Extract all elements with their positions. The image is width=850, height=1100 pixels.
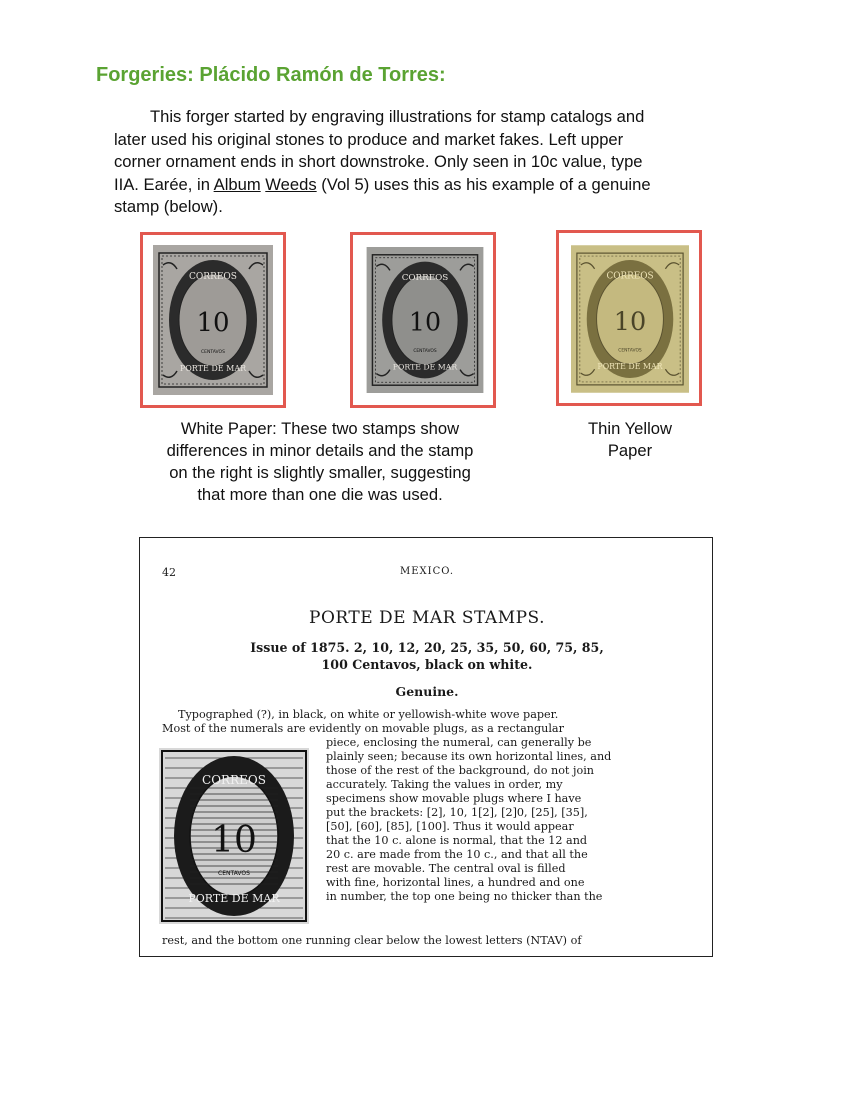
book-text-line: that the 10 c. alone is normal, that the 12 and bbox=[326, 834, 588, 847]
illus-small-text: CENTAVOS bbox=[218, 870, 250, 877]
stamp-top-text: CORREOS bbox=[606, 271, 654, 282]
stamp-image-white-2 bbox=[366, 247, 484, 393]
book-text-line: in number, the top one being no thicker than the bbox=[326, 890, 603, 903]
stamp-bottom-text: PORTE DE MAR bbox=[597, 362, 663, 372]
book-text-line: rest are movable. The central oval is filled bbox=[326, 862, 566, 875]
book-text-line: Most of the numerals are evidently on movable plugs, as a rectangular bbox=[162, 722, 564, 735]
book-text-line: Typographed (?), in black, on white or yellowish-white wove paper. bbox=[178, 708, 559, 721]
issue-line-1: Issue of 1875. 2, 10, 12, 20, 25, 35, 50, 60, 75, 85, bbox=[250, 640, 604, 655]
intro-line: stamp (below). bbox=[114, 197, 223, 216]
illus-value: 10 bbox=[211, 820, 257, 861]
book-running-head: MEXICO. bbox=[399, 566, 455, 577]
stamp-bottom-text: PORTE DE MAR bbox=[179, 364, 247, 373]
caption-white-paper bbox=[130, 418, 510, 506]
book-issue-line bbox=[170, 639, 684, 673]
book-text-line: 20 c. are made from the 10 c., and that all the bbox=[326, 848, 588, 861]
weeds-title-word: Weeds bbox=[265, 174, 317, 194]
illus-bottom-text: PORTE DE MAR bbox=[188, 892, 280, 905]
book-text-line: accurately. Taking the values in order, my bbox=[326, 778, 563, 791]
caption-line: Paper bbox=[607, 441, 653, 460]
stamp-top-text: CORREOS bbox=[189, 272, 237, 282]
stamp-frame-yellow bbox=[556, 230, 702, 406]
book-page-excerpt bbox=[139, 537, 713, 957]
album-title-word: Album bbox=[213, 174, 261, 194]
book-heading: PORTE DE MAR STAMPS. bbox=[309, 608, 545, 628]
stamp-value: 10 bbox=[196, 308, 230, 338]
book-text-line: those of the rest of the background, do not join bbox=[326, 764, 594, 777]
illus-top-text: CORREOS bbox=[202, 773, 266, 787]
intro-line: This forger started by engraving illustrations for stamp catalogs and bbox=[150, 107, 645, 126]
book-stamp-illustration bbox=[159, 748, 309, 924]
caption-line: on the right is slightly smaller, suggesting bbox=[169, 463, 471, 482]
intro-line: IIA. Earée, in Album Weeds (Vol 5) uses this as his example of a genuine bbox=[114, 174, 651, 194]
caption-line: Thin Yellow bbox=[588, 419, 672, 438]
caption-yellow-paper bbox=[560, 418, 700, 462]
caption-line: White Paper: These two stamps show bbox=[180, 419, 460, 438]
caption-line: differences in minor details and the stamp bbox=[166, 441, 474, 460]
page-title: Forgeries: Plácido Ramón de Torres: bbox=[96, 64, 446, 86]
book-text-line: with fine, horizontal lines, a hundred and one bbox=[326, 876, 585, 889]
stamp-bottom-text: PORTE DE MAR bbox=[392, 362, 458, 372]
book-text-line: specimens show movable plugs where I have bbox=[326, 792, 582, 805]
stamp-frame-white-2 bbox=[350, 232, 496, 408]
book-subheading: Genuine. bbox=[395, 684, 459, 699]
intro-line: later used his original stones to produce and market fakes. Left upper bbox=[114, 129, 624, 149]
intro-line: corner ornament ends in short downstroke. Only seen in 10c value, type bbox=[114, 152, 643, 171]
stamp-value: 10 bbox=[408, 307, 442, 337]
book-text-line: rest, and the bottom one running clear below the lowest letters (NTAV) of bbox=[162, 934, 582, 947]
book-text-line: plainly seen; because its own horizontal lines, and bbox=[326, 750, 612, 763]
book-page-number: 42 bbox=[162, 566, 176, 579]
caption-line: that more than one die was used. bbox=[197, 485, 443, 504]
stamp-image-white-1 bbox=[152, 245, 274, 395]
stamp-top-text: CORREOS bbox=[401, 273, 449, 284]
stamp-image-yellow bbox=[571, 245, 689, 393]
stamp-small-text: CENTAVOS bbox=[413, 349, 437, 355]
book-text-line: [50], [60], [85], [100]. Thus it would appear bbox=[326, 820, 574, 833]
stamp-value: 10 bbox=[613, 306, 647, 337]
stamp-frame-white-1 bbox=[140, 232, 286, 408]
book-text-line: put the brackets: [2], 10, 1[2], [2]0, [25], [35], bbox=[326, 806, 588, 819]
intro-paragraph bbox=[114, 106, 739, 219]
book-text-line: piece, enclosing the numeral, can generally be bbox=[326, 736, 592, 749]
stamp-small-text: CENTAVOS bbox=[618, 348, 642, 354]
stamp-small-text: CENTAVOS bbox=[201, 350, 225, 355]
issue-line-2: 100 Centavos, black on white. bbox=[321, 657, 533, 672]
